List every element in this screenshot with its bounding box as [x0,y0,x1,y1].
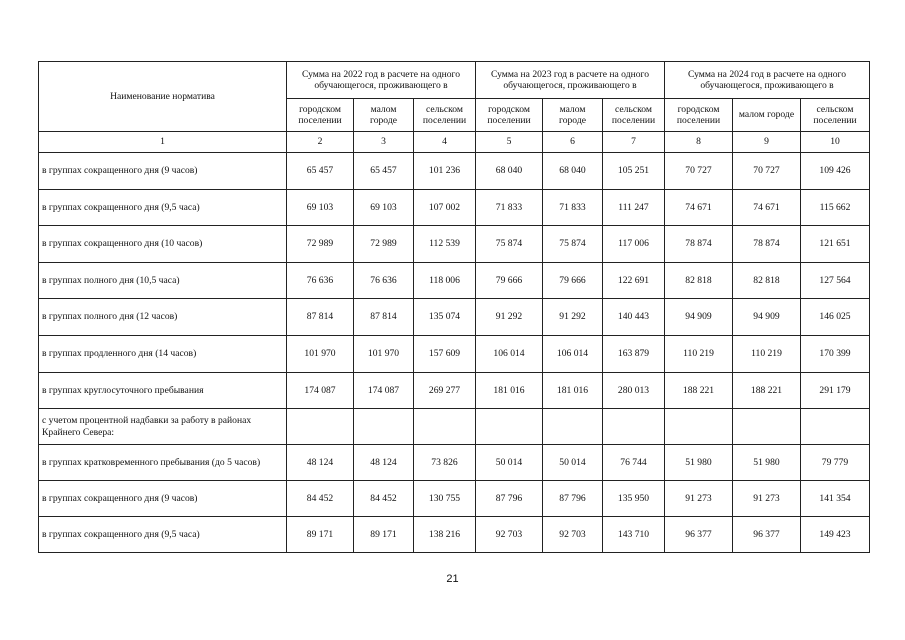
value-cell [665,409,733,445]
header-sub-cell: сельском поселении [414,99,476,132]
header-index-cell: 10 [801,132,870,153]
table-row [39,372,870,409]
value-cell: 68 040 [543,153,603,190]
value-cell: 138 216 [414,517,476,553]
value-cell [801,409,870,445]
value-cell: 188 221 [733,372,801,409]
value-cell [603,409,665,445]
value-cell: 122 691 [603,262,665,299]
value-cell: 73 826 [414,445,476,481]
value-cell: 94 909 [733,299,801,336]
value-cell: 82 818 [665,262,733,299]
row-label: в группах полного дня (10,5 часа) [39,262,287,299]
value-cell: 157 609 [414,335,476,372]
value-cell: 130 755 [414,481,476,517]
value-cell: 127 564 [801,262,870,299]
value-cell: 112 539 [414,226,476,263]
header-sub-cell: малом городе [543,99,603,132]
header-sub-cell: сельском поселении [801,99,870,132]
value-cell: 163 879 [603,335,665,372]
value-cell: 135 074 [414,299,476,336]
table-row [39,262,870,299]
value-cell: 106 014 [543,335,603,372]
value-cell: 91 273 [665,481,733,517]
header-index-cell: 6 [543,132,603,153]
value-cell: 115 662 [801,189,870,226]
row-label: с учетом процентной надбавки за работу в районах Крайнего Севера: [39,409,287,445]
value-cell: 51 980 [665,445,733,481]
value-cell: 72 989 [287,226,354,263]
value-cell [733,409,801,445]
value-cell: 105 251 [603,153,665,190]
value-cell: 76 636 [354,262,414,299]
value-cell: 269 277 [414,372,476,409]
value-cell: 76 744 [603,445,665,481]
value-cell: 181 016 [543,372,603,409]
value-cell: 96 377 [733,517,801,553]
value-cell: 79 666 [543,262,603,299]
value-cell: 92 703 [476,517,543,553]
value-cell: 87 796 [476,481,543,517]
value-cell: 101 970 [354,335,414,372]
value-cell: 91 292 [543,299,603,336]
row-label: в группах сокращенного дня (9 часов) [39,153,287,190]
row-label: в группах кратковременного пребывания (до 5 часов) [39,445,287,481]
header-index-cell: 9 [733,132,801,153]
header-index-cell: 2 [287,132,354,153]
value-cell: 87 796 [543,481,603,517]
value-cell: 82 818 [733,262,801,299]
header-index-cell: 1 [39,132,287,153]
value-cell: 149 423 [801,517,870,553]
value-cell: 79 666 [476,262,543,299]
header-sub-cell: малом городе [354,99,414,132]
row-label: в группах полного дня (12 часов) [39,299,287,336]
value-cell: 181 016 [476,372,543,409]
value-cell: 71 833 [543,189,603,226]
value-cell: 78 874 [733,226,801,263]
value-cell: 87 814 [287,299,354,336]
value-cell: 101 970 [287,335,354,372]
value-cell: 121 651 [801,226,870,263]
value-cell: 280 013 [603,372,665,409]
value-cell: 291 179 [801,372,870,409]
table-row [39,481,870,517]
header-sub-cell: городском поселении [665,99,733,132]
value-cell: 89 171 [354,517,414,553]
value-cell: 94 909 [665,299,733,336]
table-row [39,445,870,481]
normatives-table [38,61,870,553]
header-index-cell: 4 [414,132,476,153]
table-row [39,189,870,226]
value-cell: 140 443 [603,299,665,336]
value-cell: 69 103 [287,189,354,226]
value-cell: 69 103 [354,189,414,226]
value-cell: 107 002 [414,189,476,226]
row-label: в группах продленного дня (14 часов) [39,335,287,372]
value-cell: 65 457 [287,153,354,190]
value-cell: 84 452 [287,481,354,517]
value-cell: 48 124 [354,445,414,481]
value-cell: 72 989 [354,226,414,263]
table-row [39,226,870,263]
header-index-cell: 3 [354,132,414,153]
value-cell: 71 833 [476,189,543,226]
header-sub-cell: малом городе [733,99,801,132]
header-index-row [39,132,870,153]
value-cell: 174 087 [287,372,354,409]
value-cell: 106 014 [476,335,543,372]
value-cell: 188 221 [665,372,733,409]
value-cell: 118 006 [414,262,476,299]
value-cell: 79 779 [801,445,870,481]
row-label: в группах сокращенного дня (9,5 часа) [39,517,287,553]
value-cell: 75 874 [543,226,603,263]
header-index-cell: 7 [603,132,665,153]
header-sub-cell: городском поселении [476,99,543,132]
value-cell: 141 354 [801,481,870,517]
header-index-cell: 8 [665,132,733,153]
value-cell: 70 727 [665,153,733,190]
header-sub-cell: городском поселении [287,99,354,132]
value-cell: 174 087 [354,372,414,409]
value-cell: 110 219 [733,335,801,372]
value-cell: 91 292 [476,299,543,336]
value-cell: 117 006 [603,226,665,263]
value-cell: 68 040 [476,153,543,190]
value-cell [287,409,354,445]
value-cell: 91 273 [733,481,801,517]
row-label: в группах сокращенного дня (10 часов) [39,226,287,263]
header-sub-cell: сельском поселении [603,99,665,132]
value-cell: 96 377 [665,517,733,553]
value-cell: 48 124 [287,445,354,481]
value-cell [476,409,543,445]
header-group-2023: Сумма на 2023 год в расчете на одного обучающегося, проживающего в [476,62,665,99]
header-index-cell: 5 [476,132,543,153]
value-cell: 89 171 [287,517,354,553]
value-cell: 101 236 [414,153,476,190]
value-cell: 109 426 [801,153,870,190]
table-row [39,517,870,553]
value-cell: 74 671 [665,189,733,226]
table-row [39,299,870,336]
value-cell: 146 025 [801,299,870,336]
value-cell: 51 980 [733,445,801,481]
value-cell: 110 219 [665,335,733,372]
value-cell [354,409,414,445]
value-cell: 50 014 [476,445,543,481]
value-cell: 75 874 [476,226,543,263]
value-cell: 76 636 [287,262,354,299]
header-name-col: Наименование норматива [39,62,287,132]
value-cell: 170 399 [801,335,870,372]
page-number: 21 [446,573,459,585]
value-cell: 111 247 [603,189,665,226]
value-cell: 50 014 [543,445,603,481]
value-cell: 70 727 [733,153,801,190]
value-cell: 135 950 [603,481,665,517]
header-group-2022: Сумма на 2022 год в расчете на одного обучающегося, проживающего в [287,62,476,99]
value-cell: 84 452 [354,481,414,517]
value-cell: 65 457 [354,153,414,190]
row-label: в группах сокращенного дня (9 часов) [39,481,287,517]
value-cell [414,409,476,445]
table-row [39,409,870,445]
table-body [39,153,870,553]
header-group-2024: Сумма на 2024 год в расчете на одного обучающегося, проживающего в [665,62,870,99]
row-label: в группах сокращенного дня (9,5 часа) [39,189,287,226]
table-row [39,335,870,372]
value-cell: 87 814 [354,299,414,336]
value-cell: 143 710 [603,517,665,553]
value-cell: 74 671 [733,189,801,226]
table-row [39,153,870,190]
value-cell: 78 874 [665,226,733,263]
row-label: в группах круглосуточного пребывания [39,372,287,409]
value-cell [543,409,603,445]
value-cell: 92 703 [543,517,603,553]
